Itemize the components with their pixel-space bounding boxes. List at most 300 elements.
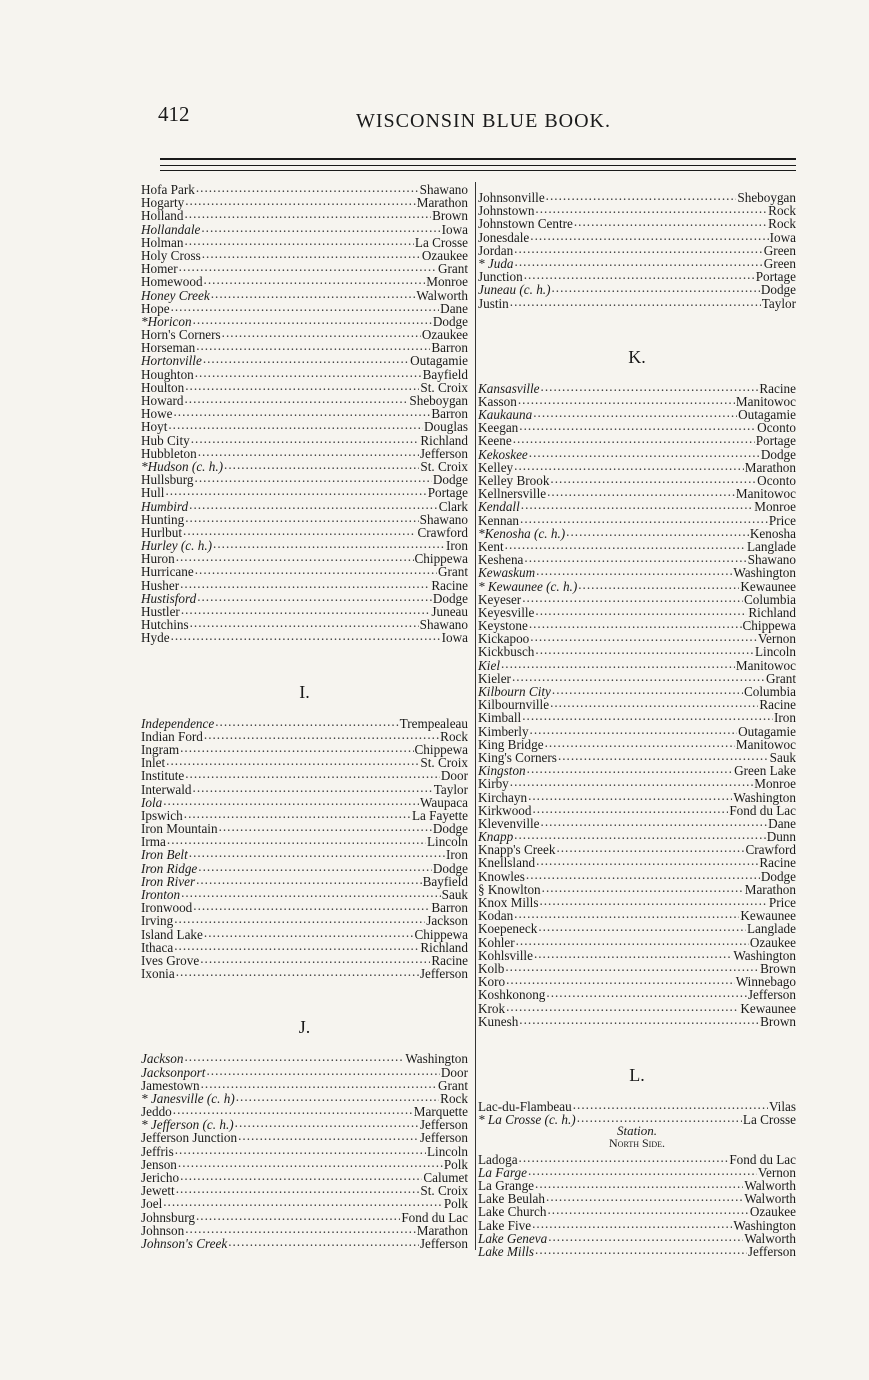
- dot-leader: [219, 820, 432, 833]
- gazetteer-entry: [478, 1000, 796, 1016]
- county-name: Lincoln: [426, 1143, 468, 1159]
- place-name: Jordan: [478, 242, 514, 258]
- gazetteer-entry: [141, 366, 468, 382]
- dot-leader: [556, 841, 744, 854]
- dot-leader: [524, 551, 746, 564]
- place-name: Klevenville: [478, 815, 540, 831]
- county-name: Rock: [768, 203, 796, 219]
- county-name: Fond du Lac: [729, 802, 796, 818]
- dot-leader: [196, 873, 422, 886]
- dot-leader: [505, 538, 746, 551]
- county-name: Dane: [768, 815, 796, 831]
- place-name: Johnson's Creek: [141, 1235, 228, 1251]
- place-name: Johnsburg: [141, 1209, 195, 1225]
- dot-leader: [548, 1230, 743, 1243]
- place-name: Husher: [141, 577, 180, 593]
- gazetteer-entry: [478, 591, 796, 607]
- gazetteer-entry: [141, 1195, 468, 1212]
- county-name: Jackson: [426, 913, 468, 929]
- gazetteer-entry: [141, 846, 468, 863]
- county-name: Door: [440, 768, 468, 784]
- place-name: Iron River: [141, 873, 196, 889]
- place-name: Juneau (c. h.): [478, 282, 551, 298]
- place-name: Johnsonville: [478, 190, 545, 205]
- page-header: [0, 100, 869, 140]
- county-name: Grant: [437, 261, 468, 277]
- gazetteer-entry: [478, 419, 796, 436]
- gazetteer-entry: [478, 255, 796, 271]
- place-name: King Bridge: [478, 736, 544, 752]
- place-name: Jewett: [141, 1183, 175, 1199]
- place-name: Jeffris: [141, 1143, 174, 1159]
- dot-leader: [505, 960, 759, 973]
- gazetteer-entry: [478, 1098, 796, 1114]
- gazetteer-entry: [141, 221, 468, 237]
- county-name: St. Croix: [420, 458, 468, 474]
- place-name: Hullsburg: [141, 472, 194, 488]
- gazetteer-entry: [141, 1235, 468, 1251]
- place-name: La Farge: [478, 1164, 527, 1180]
- gazetteer-entry: [141, 1050, 468, 1067]
- county-name: Richland: [420, 939, 468, 955]
- county-name: Shawano: [419, 511, 468, 527]
- gazetteer-entry: [478, 215, 796, 232]
- gazetteer-entry: [478, 1177, 796, 1193]
- gazetteer-entry: [478, 1013, 796, 1029]
- county-name: Barron: [431, 340, 468, 356]
- gazetteer-entry: [141, 860, 468, 876]
- place-name: Hustler: [141, 604, 180, 619]
- dot-leader: [541, 815, 768, 828]
- dot-leader: [546, 1190, 743, 1203]
- place-name: Kimberly: [478, 723, 529, 739]
- gazetteer-entry: [478, 1190, 796, 1207]
- county-name: Taylor: [433, 781, 468, 797]
- county-name: Iron: [774, 710, 796, 726]
- place-name: Kirchayn: [478, 789, 528, 805]
- gazetteer-entry: [141, 287, 468, 303]
- gazetteer-entry: [141, 273, 468, 290]
- county-name: Jefferson: [419, 1117, 468, 1133]
- county-name: Dodge: [432, 472, 468, 488]
- county-name: Iowa: [441, 630, 468, 646]
- dot-leader: [529, 617, 742, 630]
- dot-leader: [238, 1129, 419, 1142]
- dot-leader: [506, 973, 735, 986]
- county-name: St. Croix: [420, 1183, 468, 1199]
- gazetteer-entry: [141, 1103, 468, 1120]
- gazetteer-entry: [478, 1151, 796, 1167]
- dot-leader: [535, 604, 747, 617]
- place-name: Homer: [141, 261, 178, 277]
- place-name: Koro: [478, 974, 506, 990]
- place-name: Kodan: [478, 908, 514, 924]
- dot-leader: [524, 268, 755, 281]
- place-name: Ingram: [141, 741, 180, 757]
- gazetteer-entry: [478, 229, 796, 245]
- place-name: Hogarty: [141, 195, 185, 211]
- county-name: Douglas: [424, 419, 468, 435]
- dot-leader: [577, 1111, 742, 1124]
- county-name: Racine: [759, 380, 796, 396]
- county-name: Dodge: [432, 590, 468, 606]
- gazetteer-entry: [478, 1111, 796, 1128]
- place-name: Huron: [141, 551, 175, 567]
- county-name: Fond du Lac: [401, 1209, 468, 1225]
- gazetteer-entry: [141, 484, 468, 501]
- county-name: Green Lake: [734, 763, 796, 779]
- county-name: Barron: [431, 900, 468, 916]
- gazetteer-entry: [478, 578, 796, 594]
- gazetteer-entry: [141, 194, 468, 211]
- gazetteer-entry: [141, 767, 468, 784]
- place-name: Hutchins: [141, 617, 189, 633]
- gazetteer-entry: [141, 1222, 468, 1238]
- gazetteer-entry: [141, 1156, 468, 1172]
- place-name: * Juda: [478, 255, 514, 271]
- county-name: Jefferson: [419, 1235, 468, 1251]
- dot-leader: [184, 392, 408, 405]
- county-name: Trempealeau: [399, 715, 468, 731]
- county-name: Kewaunee: [740, 578, 796, 594]
- gazetteer-entry: [141, 405, 468, 422]
- county-name: Monroe: [426, 274, 468, 290]
- county-name: Dunn: [766, 829, 796, 845]
- place-name: Jonesdale: [478, 229, 530, 245]
- gazetteer-entry: [141, 339, 468, 356]
- dot-leader: [193, 313, 432, 326]
- place-name: Kunesh: [478, 1013, 519, 1029]
- county-name: Green: [763, 242, 796, 258]
- gazetteer-entry: [478, 189, 796, 205]
- gazetteer-entry: [478, 854, 796, 871]
- county-name: Dodge: [760, 282, 796, 298]
- county-name: Fond du Lac: [729, 1151, 796, 1167]
- dot-leader: [168, 418, 423, 431]
- gazetteer-entry: [141, 524, 468, 540]
- gazetteer-entry: [141, 1209, 468, 1225]
- gazetteer-entry: [478, 947, 796, 963]
- county-name: Marathon: [416, 1222, 468, 1238]
- place-name: Inlet: [141, 755, 166, 771]
- place-name: Jeddo: [141, 1104, 172, 1120]
- place-name: Kent: [478, 538, 504, 554]
- dot-leader: [522, 709, 773, 722]
- gazetteer-entry: [478, 380, 796, 396]
- place-name: Kohler: [478, 934, 515, 950]
- gazetteer-entry: [141, 418, 468, 435]
- dot-leader: [530, 723, 738, 736]
- gazetteer-entry: [141, 563, 468, 580]
- gazetteer-entry: [478, 683, 796, 699]
- gazetteer-entry: [478, 775, 796, 792]
- place-name: Knox Mills: [478, 895, 539, 910]
- gazetteer-entry: [478, 617, 796, 634]
- county-name: Langlade: [746, 538, 796, 554]
- dot-leader: [195, 366, 422, 379]
- dot-leader: [552, 683, 743, 696]
- place-name: Hurley (c. h.): [141, 538, 213, 554]
- county-name: Juneau: [431, 604, 468, 619]
- place-name: Junction: [478, 269, 523, 285]
- dot-leader: [514, 242, 763, 255]
- dot-leader: [550, 472, 756, 485]
- right-column: [478, 189, 796, 1259]
- place-name: Hustisford: [141, 590, 197, 606]
- county-name: Racine: [431, 952, 468, 968]
- county-name: Shawano: [419, 182, 468, 197]
- county-name: Iron: [446, 847, 468, 863]
- dot-leader: [180, 1169, 422, 1182]
- dot-leader: [533, 406, 737, 419]
- dot-leader: [528, 789, 732, 802]
- gazetteer-entry: [478, 762, 796, 779]
- county-name: Iowa: [441, 221, 468, 237]
- gazetteer-entry: [478, 657, 796, 673]
- dot-leader: [163, 794, 419, 807]
- county-name: Lincoln: [754, 644, 796, 660]
- gazetteer-entry: [478, 406, 796, 423]
- dot-leader: [201, 221, 440, 234]
- county-name: Vernon: [757, 631, 796, 647]
- dot-leader: [171, 300, 440, 313]
- dot-leader: [181, 886, 441, 899]
- dot-leader: [174, 939, 419, 952]
- gazetteer-entry: [141, 326, 468, 343]
- gazetteer-entry: [478, 202, 796, 219]
- place-name: Johnson: [141, 1222, 185, 1238]
- gazetteer-entry: [141, 965, 468, 982]
- dot-leader: [204, 273, 426, 286]
- j-entries-right: [478, 189, 796, 311]
- county-name: Ozaukee: [421, 247, 468, 263]
- place-name: Hope: [141, 300, 170, 316]
- dot-leader: [174, 405, 431, 418]
- place-name: Lac-du-Flambeau: [478, 1098, 572, 1114]
- county-name: Monroe: [754, 499, 796, 515]
- dot-leader: [204, 728, 439, 741]
- gazetteer-entry: [478, 802, 796, 818]
- gazetteer-entry: [478, 815, 796, 831]
- dot-leader: [203, 352, 409, 365]
- place-name: Keshena: [478, 552, 524, 568]
- place-name: Hunting: [141, 511, 185, 527]
- county-name: Chippewa: [414, 926, 468, 942]
- county-name: Lincoln: [426, 834, 468, 850]
- county-name: Price: [768, 895, 796, 910]
- dot-leader: [526, 868, 760, 881]
- gazetteer-entry: [141, 1129, 468, 1146]
- place-name: Kelley: [478, 459, 514, 475]
- dot-leader: [514, 459, 744, 472]
- page-title: WISCONSIN BLUE BOOK.: [356, 110, 611, 132]
- gazetteer-entry: [478, 512, 796, 528]
- place-name: Kiel: [478, 657, 500, 673]
- gazetteer-entry: [141, 260, 468, 277]
- place-name: Institute: [141, 768, 185, 784]
- dot-leader: [510, 295, 761, 308]
- dot-leader: [541, 380, 759, 393]
- place-name: Kansasville: [478, 380, 540, 396]
- dot-leader: [185, 511, 418, 524]
- county-name: Ozaukee: [749, 1204, 796, 1220]
- place-name: Kewaskum: [478, 565, 536, 581]
- gazetteer-entry: [141, 715, 468, 731]
- place-name: * Kewaunee (c. h.): [478, 578, 578, 594]
- county-name: Richland: [420, 432, 468, 448]
- dot-leader: [535, 1243, 747, 1256]
- place-name: Kingston: [478, 763, 526, 779]
- gazetteer-entry: [478, 960, 796, 976]
- dot-leader: [574, 215, 767, 228]
- county-name: Sheboygan: [409, 393, 468, 408]
- place-name: Ipswich: [141, 807, 183, 823]
- dot-leader: [519, 1013, 759, 1026]
- place-name: Ithaca: [141, 939, 174, 955]
- dot-leader: [176, 1182, 420, 1195]
- dot-leader: [176, 550, 414, 563]
- dot-leader: [196, 181, 419, 194]
- place-name: Johnstown: [478, 203, 535, 219]
- place-name: Holland: [141, 208, 184, 224]
- place-name: Kirby: [478, 776, 509, 792]
- place-name: Hubbleton: [141, 445, 197, 461]
- county-name: Sheboygan: [737, 190, 796, 205]
- county-name: Jefferson: [419, 966, 468, 982]
- gazetteer-entry: [141, 754, 468, 771]
- dot-leader: [546, 986, 746, 999]
- gazetteer-entry: [478, 295, 796, 311]
- place-name: Hollandale: [141, 221, 201, 237]
- gazetteer-entry: [478, 1230, 796, 1246]
- county-name: Grant: [765, 670, 796, 686]
- dot-leader: [202, 247, 421, 260]
- dot-leader: [204, 926, 414, 939]
- county-name: Crawford: [745, 842, 796, 858]
- place-name: Indian Ford: [141, 728, 203, 744]
- place-name: Kirkwood: [478, 802, 532, 818]
- county-name: Walworth: [744, 1191, 796, 1207]
- dot-leader: [184, 1050, 404, 1063]
- column-divider: [475, 182, 476, 1250]
- gazetteer-entry: [141, 1077, 468, 1093]
- dot-leader: [535, 1177, 743, 1190]
- dot-leader: [173, 1103, 413, 1116]
- county-name: Brown: [760, 1013, 796, 1029]
- gazetteer-entry: [141, 1182, 468, 1199]
- gazetteer-entry: [478, 881, 796, 897]
- place-name: Iron Belt: [141, 847, 188, 863]
- county-name: Crawford: [417, 524, 468, 540]
- county-name: Sauk: [441, 887, 468, 902]
- dot-leader: [193, 899, 430, 912]
- county-name: Bayfield: [422, 366, 468, 382]
- dot-leader: [534, 947, 732, 960]
- place-name: Honey Creek: [141, 287, 210, 303]
- place-name: Iola: [141, 794, 163, 810]
- place-name: Hyde: [141, 630, 170, 646]
- place-name: Kaukauna: [478, 407, 533, 423]
- county-name: Oconto: [757, 473, 796, 488]
- dot-leader: [519, 1151, 729, 1164]
- place-name: Hull: [141, 485, 165, 501]
- place-name: Kieler: [478, 670, 511, 686]
- gazetteer-entry: [141, 511, 468, 527]
- county-name: Monroe: [754, 776, 796, 792]
- gazetteer-entry: [141, 550, 468, 567]
- header-rule-thin-1: [160, 165, 796, 166]
- gazetteer-entry: [478, 986, 796, 1003]
- county-name: Kewaunee: [740, 908, 796, 924]
- gazetteer-entry: [478, 643, 796, 660]
- dot-leader: [539, 894, 767, 907]
- gazetteer-entry: [141, 207, 468, 224]
- gazetteer-entry: [141, 728, 468, 744]
- dot-leader: [535, 202, 767, 215]
- place-name: Independence: [141, 715, 215, 731]
- county-name: Kewaunee: [740, 1000, 796, 1016]
- county-name: Outagamie: [738, 407, 796, 423]
- dot-leader: [542, 881, 744, 894]
- gazetteer-entry: [141, 181, 468, 197]
- dot-leader: [206, 1064, 439, 1077]
- gazetteer-entry: [478, 1164, 796, 1180]
- place-name: Jericho: [141, 1170, 180, 1185]
- dot-leader: [513, 432, 755, 445]
- dot-leader: [178, 1156, 443, 1169]
- dot-leader: [184, 807, 411, 820]
- gazetteer-entry: [141, 833, 468, 850]
- dot-leader: [179, 260, 437, 273]
- dot-leader: [515, 255, 763, 268]
- county-name: Oconto: [757, 420, 796, 436]
- dot-leader: [532, 1217, 732, 1230]
- dot-leader: [547, 485, 735, 498]
- gazetteer-entry: [478, 907, 796, 924]
- place-name: Horn's Corners: [141, 327, 221, 343]
- dot-leader: [573, 1098, 768, 1111]
- county-name: Brown: [432, 208, 468, 224]
- gazetteer-entry: [478, 393, 796, 409]
- dot-leader: [530, 630, 757, 643]
- dot-leader: [566, 525, 749, 538]
- county-name: Portage: [427, 485, 468, 501]
- place-name: Irma: [141, 834, 166, 850]
- county-name: Iowa: [769, 229, 796, 245]
- gazetteer-entry: [141, 247, 468, 263]
- place-name: Krok: [478, 1000, 506, 1016]
- gazetteer-entry: [141, 807, 468, 823]
- dot-leader: [550, 696, 758, 709]
- dot-leader: [514, 907, 739, 920]
- place-name: Lake Geneva: [478, 1230, 548, 1246]
- dot-leader: [527, 762, 733, 775]
- county-name: Polk: [443, 1156, 468, 1172]
- gazetteer-entry: [478, 709, 796, 726]
- place-name: Howard: [141, 393, 184, 408]
- county-name: Walworth: [744, 1178, 796, 1193]
- county-name: Dane: [440, 300, 468, 316]
- dot-leader: [195, 563, 437, 576]
- place-name: Lake Five: [478, 1217, 532, 1233]
- county-name: Green: [763, 255, 796, 271]
- dot-leader: [224, 458, 419, 471]
- place-name: Joel: [141, 1196, 163, 1212]
- place-name: Jenson: [141, 1156, 177, 1172]
- place-name: Houghton: [141, 366, 194, 382]
- place-name: Kickbusch: [478, 644, 535, 660]
- county-name: Polk: [443, 1196, 468, 1212]
